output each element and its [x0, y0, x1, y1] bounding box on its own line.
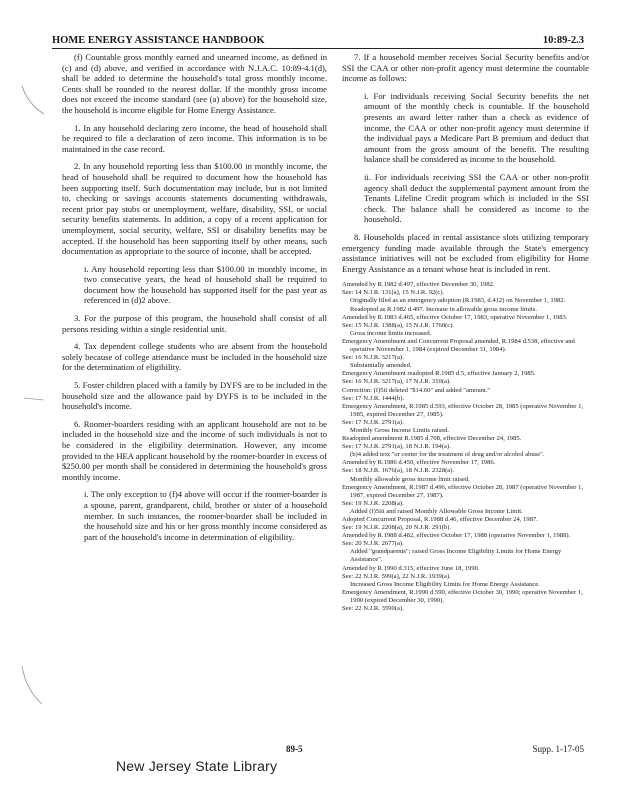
- history-note: Originally filed as an emergency adoption (R.1983, d.412) on November 1, 1982. Readopted as R.1982 d.497. Increase in allowable gross income limits.: [350, 297, 566, 313]
- paragraph: 7. If a household member receives Social Security benefits and/or SSI the CAA or other non-profit agency must determine the countable income as follows:: [342, 52, 589, 84]
- history-entry: Emergency Amendment, R.1985 d.593, effective October 28, 1985 (operative November 1, 1985, expired December 27, 1985).: [342, 402, 584, 418]
- paragraph: 3. For the purpose of this program, the household shall consist of all persons residing within a single residential unit.: [62, 313, 327, 334]
- sub-paragraph: i. Any household reporting less than $100.00 in monthly income, in two consecutive years, the head of household shall be required to document how the household has supported itself for the past year as referenced in (d)2 above.: [84, 263, 327, 306]
- history-entry: Readopted amendment R.1985 d.708, effective December 24, 1985.: [342, 435, 522, 443]
- handbook-title: HOME ENERGY ASSISTANCE HANDBOOK: [52, 35, 265, 46]
- history-entry: Amended by R.1986 d.450, effective November 17, 1986.: [342, 459, 496, 467]
- history-entry: Amended by R.1983 d.465, effective October 17, 1983, operative November 1, 1983.: [342, 313, 568, 321]
- history-entry: See: 16 N.J.R. 3217(a).: [342, 354, 404, 362]
- supplement-date: Supp. 1-17-05: [532, 744, 584, 754]
- history-note: (b)4 added text "or center for the treatment of drug and/or alcohol abuse".: [350, 451, 545, 459]
- history-entry: Emergency Amendment, R.1990 d.590, effective October 30, 1990; operative November 1, 1990 (expired December 30, 1990).: [342, 588, 583, 604]
- history-entry: See: 19 N.J.R. 2208(a).: [342, 499, 404, 507]
- history-note: Gross income limits increased.: [350, 329, 432, 337]
- history-entry: See: 17 N.J.R. 2791(a), 18 N.J.R. 194(a).: [342, 443, 451, 451]
- history-note: Substantially amended.: [350, 362, 412, 370]
- library-stamp: New Jersey State Library: [116, 758, 278, 774]
- history-note: Monthly Gross Income Limits raised.: [350, 426, 450, 434]
- history-entry: Amended by R.1990 d.315, effective June 18, 1990.: [342, 564, 480, 572]
- sub-paragraph: i. For individuals receiving Social Security benefits the net amount of the monthly check is countable. If the household presents an award letter rather than a check as evidence of income, the CAA or other non-profit agency must determine if the individual pays a Medicare Part B premium and deduct that amount from the gross amount of the benefit. The resulting balance shall be considered as income to the household.: [364, 90, 589, 165]
- history-entry: See: 22 N.J.R. 3590(a).: [342, 605, 404, 613]
- margin-mark: [18, 80, 48, 120]
- left-column: [62, 52, 327, 549]
- history-note: Monthly allowable gross income limit raised.: [350, 475, 470, 483]
- history-entry: See: 22 N.J.R. 599(a), 22 N.J.R. 1939(a).: [342, 572, 451, 580]
- history-entry: See: 14 N.J.R. 131(a), 15 N.J.R. 92(c).: [342, 289, 445, 297]
- history-entry: See: 15 N.J.R. 1388(a), 15 N.J.R. 1768(c).: [342, 321, 455, 329]
- paragraph: (f) Countable gross monthly earned and unearned income, as defined in (c) and (d) above, and verified in accordance with N.J.A.C. 10:89-4.1(d), shall be added to determine the household's total gross monthly income. Cents shall be rounded to the nearest dollar. If the monthly gross income does not exceed the income standard (see (a) above) for the household size, the household is income eligible for Home Energy Assistance.: [62, 52, 327, 115]
- history-entry: Amended by R.1988 d.482, effective October 17, 1988 (operative November 1, 1988).: [342, 532, 571, 540]
- page-number: 89-5: [286, 744, 303, 754]
- history-entry: Emergency Amendment, R.1987 d.496, effective October 28, 1987 (operative November 1, 1987, expired December 27, 1987).: [342, 483, 584, 499]
- paragraph: 5. Foster children placed with a family by DYFS are to be included in the household size and the allowance paid by DYFS is to be included in the household's income.: [62, 380, 327, 412]
- history-entry: Amended by R.1982 d.497, effective December 30, 1982.: [342, 281, 495, 289]
- history-entry: See: 16 N.J.R. 3217(a), 17 N.J.R. 310(a).: [342, 378, 451, 386]
- right-column: [342, 52, 589, 613]
- history-entry: Emergency Amendment and Concurrent Proposal amended, R.1984 d.538, effective and operative November 1, 1984 (expired December 31, 1984).: [342, 337, 575, 354]
- sub-paragraph: i. The only exception to (f)4 above will occur if the roomer-boarder is a spouse, parent, grandparent, child, brother or sister of a household member. In such instances, the roomer-boarder shall be included in the household size and his or her gross monthly income considered as part of the household's income in determination of eligibility.: [84, 489, 327, 542]
- history-entry: See: 18 N.J.R. 1676(a), 18 N.J.R. 2328(a).: [342, 467, 455, 475]
- paragraph: 8. Households placed in rental assistance slots utilizing temporary emergency funding made available through the State's emergency assistance initiatives will not be excluded from eligibility for Home Energy Assistance as a tenant whose heat is included in rent.: [342, 231, 589, 274]
- margin-mark: [20, 386, 50, 410]
- section-reference: 10:89-2.3: [542, 35, 584, 46]
- history-entry: Correction: (f)5ii deleted "$14.60" and added "amount.": [342, 386, 491, 394]
- history-entry: See: 17 N.J.R. 2791(a).: [342, 418, 404, 426]
- history-entry: Adopted Concurrent Proposal, R.1988 d.46, effective December 24, 1987.: [342, 516, 538, 523]
- history-entry: Emergency Amendment readopted R.1985 d.5, effective January 2, 1985.: [342, 370, 536, 378]
- history-entry: See: 19 N.J.R. 2208(a), 20 N.J.R. 291(b).: [342, 524, 452, 532]
- paragraph: 2. In any household reporting less than $100.00 in monthly income, the head of household shall be required to document how the household has been supporting itself. Such documentation may include, but is not limited to, checking or savings accounts statements documenting withdrawals, recent prior pay stubs or unemployment, welfare, disability, SSI, or social security benefits statements. In addition, a copy of a recent application for unemployment, social security, welfare, SSI or disability benefits may be accepted. If the household has been supporting itself by other means, such documentation as appropriate to the source of income, shall be accepted.: [62, 161, 327, 257]
- history-entry: See: 20 N.J.R. 2677(a).: [342, 540, 404, 548]
- sub-paragraph: ii. For individuals receiving SSI the CAA or other non-profit agency shall deduct the supplemental payment amount from the Tenants Lifeline Credit program which is included in the SSI check. The balance shall be considered as income to the household.: [364, 171, 589, 225]
- history-entry: See: 17 N.J.R. 1444(b).: [342, 394, 405, 402]
- amendment-history: [342, 281, 589, 613]
- paragraph: 1. In any household declaring zero income, the head of household shall be required to file a declaration of zero income. This information is to be maintained in the case record.: [62, 122, 327, 154]
- history-note: Added "grandparents"; raised Gross Income Eligibility Limits for Home Energy Assistance".: [350, 548, 562, 564]
- running-header: [52, 28, 584, 49]
- margin-mark: [16, 660, 46, 710]
- paragraph: 4. Tax dependent college students who are absent from the household solely because of college attendance must be included in the household size for the determination of eligibility.: [62, 341, 327, 373]
- history-note: Added (f)5iii and raised Monthly Allowable Gross Income Limit.: [350, 507, 523, 515]
- paragraph: 6. Roomer-boarders residing with an applicant household are not to be included in the household size and the income of such individuals is not to be considered in the eligibility determination. However, any income provided to the HEA applicant household by the roomer-boarder in excess of $250.00 per month shall be considered in determining the household's gross monthly income.: [62, 418, 327, 482]
- history-note: Increased Gross Income Eligibility Limits for Home Energy Assistance.: [350, 580, 540, 588]
